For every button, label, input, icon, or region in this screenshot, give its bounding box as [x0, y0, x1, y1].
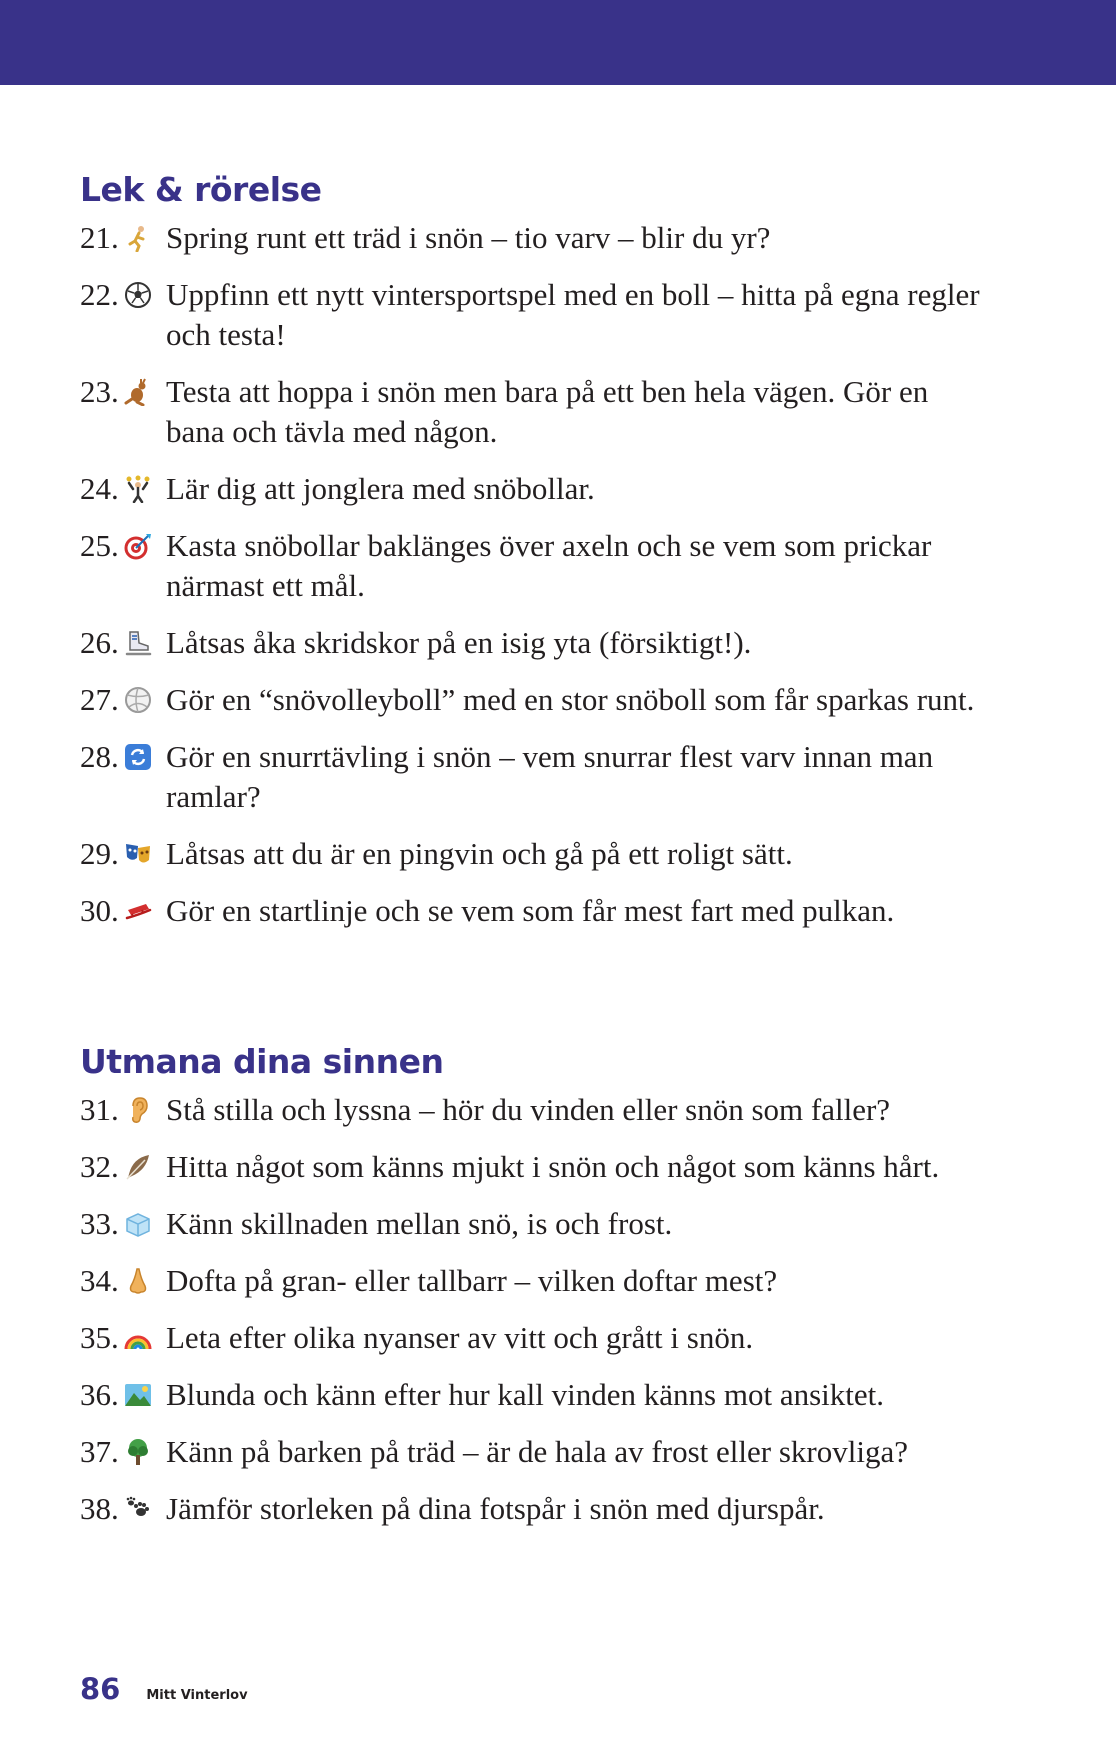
dart-target-icon — [124, 526, 166, 566]
item-number: 32. — [80, 1149, 119, 1184]
ice-cube-icon — [124, 1204, 166, 1244]
repeat-arrows-icon — [124, 737, 166, 777]
list-item — [80, 891, 1040, 931]
item-text: Låtsas att du är en pingvin och gå på ett roligt sätt. — [166, 836, 793, 871]
list-item — [80, 469, 1040, 509]
soccer-ball-icon — [124, 275, 166, 315]
tree-icon — [124, 1432, 166, 1472]
item-text: Stå stilla och lyssna – hör du vinden eller snön som faller? — [166, 1092, 891, 1127]
item-number: 36. — [80, 1377, 119, 1412]
item-text: Hitta något som känns mjukt i snön och något som känns hårt. — [166, 1149, 940, 1184]
feather-icon — [124, 1147, 166, 1187]
section-utmana-sinnen — [80, 1040, 1040, 1546]
list-item — [80, 218, 1040, 258]
item-text: Uppfinn ett nytt vintersportspel med en boll – hitta på egna regler och testa! — [166, 277, 980, 352]
item-number: 23. — [80, 374, 119, 409]
ear-icon — [124, 1090, 166, 1130]
kangaroo-icon — [124, 372, 166, 412]
item-text: Blunda och känn efter hur kall vinden känns mot ansiktet. — [166, 1377, 884, 1412]
running-person-icon — [124, 218, 166, 258]
section-heading: Lek & rörelse — [80, 170, 322, 209]
item-number: 27. — [80, 682, 119, 717]
item-number: 30. — [80, 893, 119, 928]
item-text: Testa att hoppa i snön men bara på ett ben hela vägen. Gör en bana och tävla med någon. — [166, 374, 929, 449]
item-text: Känn på barken på träd – är de hala av frost eller skrovliga? — [166, 1434, 908, 1469]
nose-icon — [124, 1261, 166, 1301]
list-item — [80, 680, 1040, 720]
section-lek-rorelse — [80, 168, 1040, 948]
list-item — [80, 1432, 1040, 1472]
item-number: 38. — [80, 1491, 119, 1526]
top-color-band — [0, 0, 1116, 85]
item-text: Dofta på gran- eller tallbarr – vilken doftar mest? — [166, 1263, 778, 1298]
paw-prints-icon — [124, 1489, 166, 1529]
list-item — [80, 1318, 1040, 1358]
item-number: 24. — [80, 471, 119, 506]
sled-icon — [124, 891, 166, 931]
page-footer — [80, 1672, 248, 1706]
item-text: Spring runt ett träd i snön – tio varv – blir du yr? — [166, 220, 771, 255]
list-item — [80, 1147, 1040, 1187]
list-item — [80, 275, 1040, 355]
item-text: Låtsas åka skridskor på en isig yta (försiktigt!). — [166, 625, 752, 660]
item-text: Leta efter olika nyanser av vitt och grått i snön. — [166, 1320, 754, 1355]
item-text: Gör en “snövolleyboll” med en stor snöboll som får sparkas runt. — [166, 682, 975, 717]
activity-list — [80, 1090, 1040, 1529]
list-item — [80, 1489, 1040, 1529]
page-number: 86 — [80, 1672, 121, 1706]
volleyball-icon — [124, 680, 166, 720]
item-text: Jämför storleken på dina fotspår i snön med djurspår. — [166, 1491, 825, 1526]
performing-arts-icon — [124, 834, 166, 874]
item-number: 26. — [80, 625, 119, 660]
item-text: Gör en startlinje och se vem som får mest fart med pulkan. — [166, 893, 895, 928]
list-item — [80, 623, 1040, 663]
list-item — [80, 1090, 1040, 1130]
item-number: 34. — [80, 1263, 119, 1298]
item-number: 22. — [80, 277, 119, 312]
item-number: 28. — [80, 739, 119, 774]
ice-skate-icon — [124, 623, 166, 663]
list-item — [80, 526, 1040, 606]
item-text: Känn skillnaden mellan snö, is och frost. — [166, 1206, 673, 1241]
list-item — [80, 737, 1040, 817]
item-number: 21. — [80, 220, 119, 255]
list-item — [80, 1204, 1040, 1244]
landscape-icon — [124, 1375, 166, 1415]
item-number: 31. — [80, 1092, 119, 1127]
item-number: 37. — [80, 1434, 119, 1469]
list-item — [80, 1261, 1040, 1301]
activity-list — [80, 218, 1040, 931]
list-item — [80, 834, 1040, 874]
section-heading: Utmana dina sinnen — [80, 1042, 444, 1081]
item-number: 35. — [80, 1320, 119, 1355]
item-text: Lär dig att jonglera med snöbollar. — [166, 471, 595, 506]
item-number: 33. — [80, 1206, 119, 1241]
juggling-person-icon — [124, 469, 166, 509]
item-number: 25. — [80, 528, 119, 563]
item-text: Kasta snöbollar baklänges över axeln och se vem som prickar närmast ett mål. — [166, 528, 932, 603]
list-item — [80, 1375, 1040, 1415]
book-title: Mitt Vinterlov — [146, 1688, 248, 1703]
item-number: 29. — [80, 836, 119, 871]
rainbow-icon — [124, 1318, 166, 1358]
item-text: Gör en snurrtävling i snön – vem snurrar flest varv innan man ramlar? — [166, 739, 934, 814]
list-item — [80, 372, 1040, 452]
